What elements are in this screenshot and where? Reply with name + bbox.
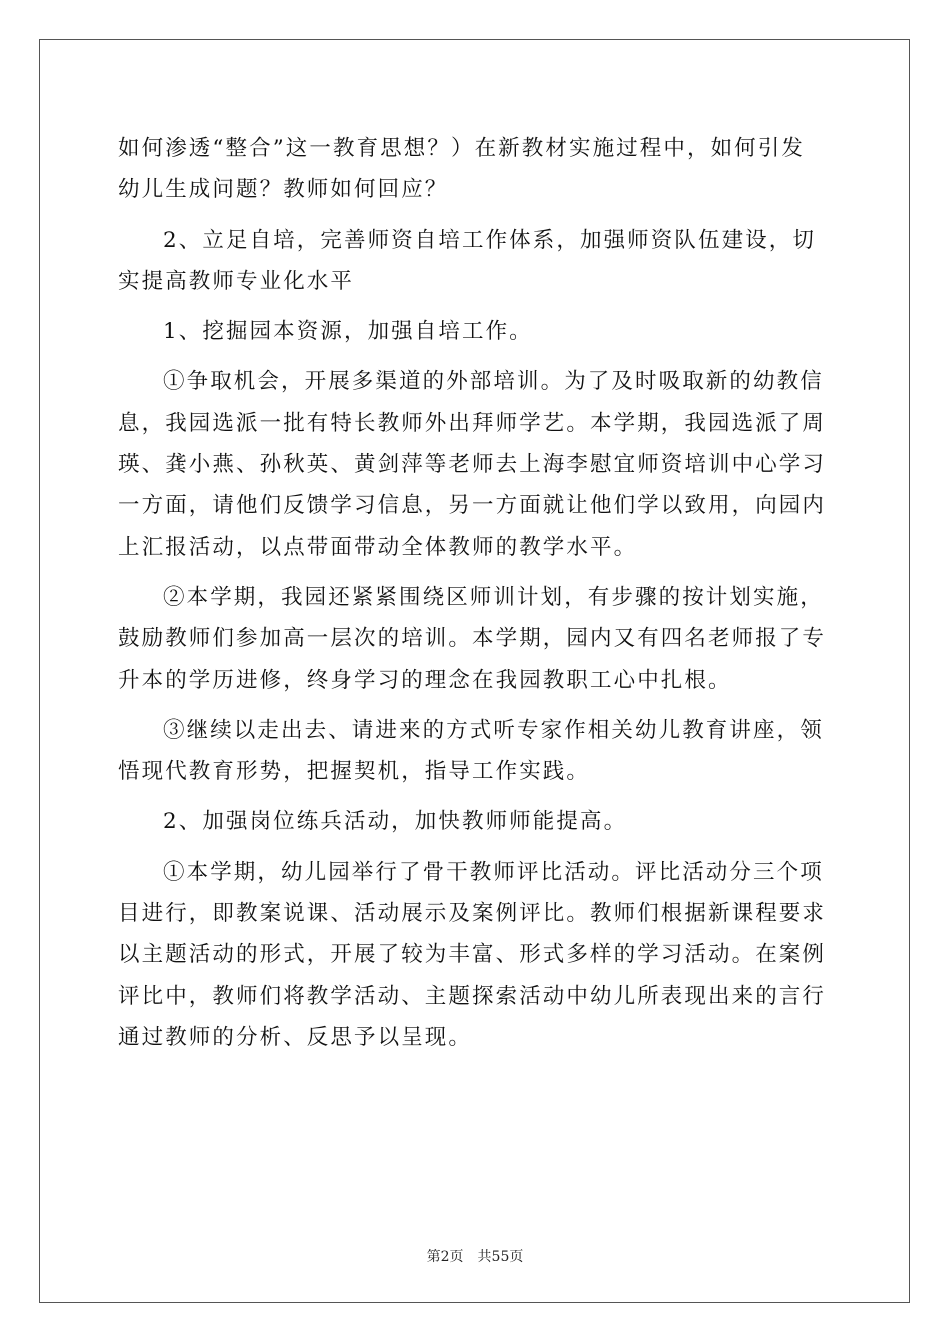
text-line: 幼儿生成问题？教师如何回应？ [118,177,449,203]
document-body [118,128,836,1058]
text-line: ③继续以走出去、请进来的方式听专家作相关幼儿教育讲座，领 [163,717,824,743]
page-number: 第2页 [426,1249,464,1265]
text-line: 瑛、龚小燕、孙秋英、黄剑萍等老师去上海李慰宜师资培训中心学习 [118,452,827,478]
page-total: 共55页 [477,1249,524,1265]
text-line: 评比中，教师们将教学活动、主题探索活动中幼儿所表现出来的言行 [118,983,827,1009]
text-line: 2、加强岗位练兵活动，加快教师师能提高。 [163,809,628,835]
text-line: ①本学期，幼儿园举行了骨干教师评比活动。评比活动分三个项 [163,859,824,885]
paragraph [118,710,836,793]
text-line: 上汇报活动，以点带面带动全体教师的教学水平。 [118,534,638,560]
text-line: 鼓励教师们参加高一层次的培训。本学期，园内又有四名老师报了专 [118,626,827,652]
text-line: 目进行，即教案说课、活动展示及案例评比。教师们根据新课程要求 [118,901,827,927]
paragraph [118,361,836,567]
text-line: 升本的学历进修，终身学习的理念在我园教职工心中扎根。 [118,667,732,693]
paragraph [118,220,836,303]
paragraph [118,852,836,1058]
text-line: 息，我园选派一批有特长教师外出拜师学艺。本学期，我园选派了周 [118,410,827,436]
paragraph [118,801,836,842]
page-footer [0,1246,950,1266]
text-line: 1、挖掘园本资源，加强自培工作。 [163,319,533,345]
text-line: 如何渗透“整合”这一教育思想？）在新教材实施过程中，如何引发 [118,136,805,161]
text-line: ②本学期，我园还紧紧围绕区师训计划，有步骤的按计划实施， [163,584,824,610]
text-line: 一方面，请他们反馈学习信息，另一方面就让他们学以致用，向园内 [118,493,827,519]
text-line: 2、立足自培，完善师资自培工作体系，加强师资队伍建设，切 [163,227,816,253]
paragraph [118,128,836,211]
paragraph [118,577,836,701]
paragraph [118,311,836,352]
text-line: 通过教师的分析、反思予以呈现。 [118,1024,473,1050]
text-line: 实提高教师专业化水平 [118,268,355,294]
text-line: 以主题活动的形式，开展了较为丰富、形式多样的学习活动。在案例 [118,942,827,968]
text-line: ①争取机会，开展多渠道的外部培训。为了及时吸取新的幼教信 [163,369,824,395]
text-line: 悟现代教育形势，把握契机，指导工作实践。 [118,759,591,785]
